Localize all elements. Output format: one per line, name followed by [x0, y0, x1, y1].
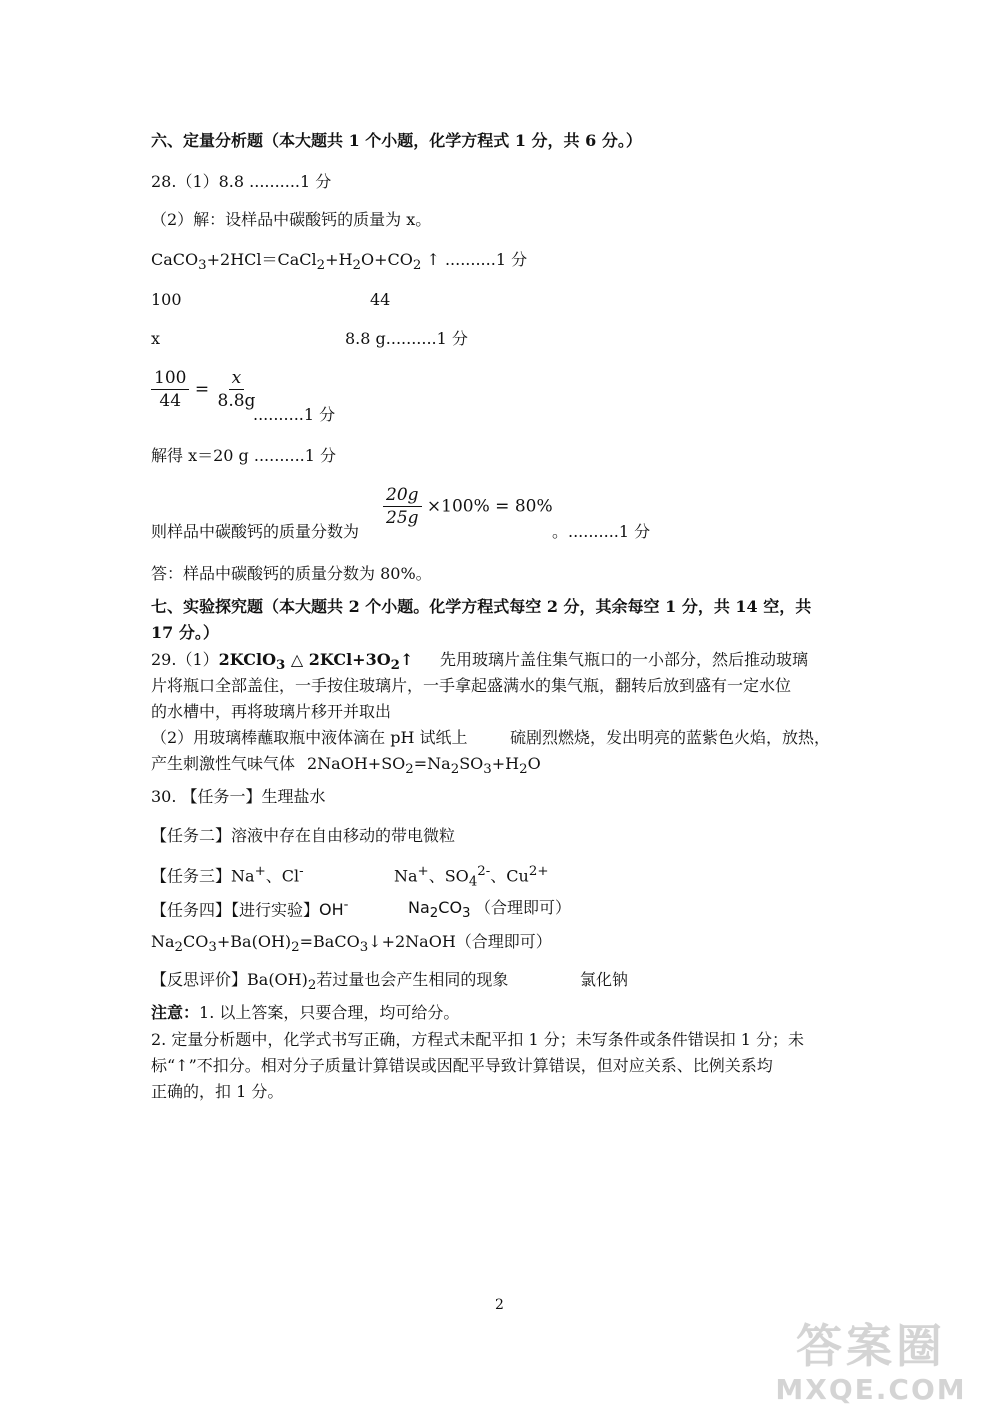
q30-task4: 【任务四】【进行实验】OH-	[151, 898, 349, 920]
watermark-text: 答案圈	[796, 1319, 946, 1373]
page-number: 2	[495, 1297, 504, 1313]
q29-line1: 29.（1）2KClO$_3$ △ $2KCl+3O_2↑$	[151, 650, 414, 674]
q30-task2: 【任务二】溶液中存在自由移动的带电微粒	[151, 826, 456, 845]
watermark-logo	[756, 1318, 986, 1410]
q28-part1: 28.（1）8.8 ..........1 分	[151, 172, 332, 191]
mass-fraction-score: 。..........1 分	[552, 522, 651, 541]
section7-heading: 七、实验探究题（本大题共 2 个小题。化学方程式每空 2 分，其余每空 1 分，共 14 空，共	[151, 597, 812, 616]
note-2: 2. 定量分析题中，化学式书写正确，方程式未配平扣 1 分；未写条件或条件错误扣 1 分；未	[151, 1030, 805, 1049]
q30-reflection: 【反思评价】$Ba(OH)_2$若过量也会产生相同的现象	[151, 970, 509, 994]
q30-reflection-answer: 氯化钠	[580, 970, 629, 989]
q30-task4-reagent: $Na_2CO_3$	[408, 898, 471, 922]
note-1: 注意：1. 以上答案，只要合理，均可给分。	[151, 1003, 460, 1022]
mass-fraction-label: 则样品中碳酸钙的质量分数为	[151, 522, 360, 541]
q30-task1: 30. 【任务一】生理盐水	[151, 787, 326, 806]
q29-line3: 的水槽中，再将玻璃片移开并取出	[151, 702, 392, 721]
fraction-proportion: $\frac{100}{44}$ = $\frac{x}{8.8g}$	[151, 368, 258, 412]
q29-part2-a: （2）用玻璃棒蘸取瓶中液体滴在 pH 试纸上	[151, 728, 468, 747]
q30-task4-note: （合理即可）	[475, 898, 572, 917]
ratio-44: 44	[370, 290, 391, 309]
equation-caco3: $CaCO_3+2HCl=CaCl_2+H_2O+CO_2$ ↑ ..........1 分	[151, 250, 528, 274]
q29-line1-text: 先用玻璃片盖住集气瓶口的一小部分，然后推动玻璃	[440, 650, 809, 669]
q29-part3-a: 产生刺激性气味气体	[151, 754, 296, 773]
note-4: 正确的，扣 1 分。	[151, 1082, 284, 1101]
ratio-8-8g: 8.8 g..........1 分	[345, 329, 468, 348]
solve-x: 解得 x＝20 g ..........1 分	[151, 446, 337, 465]
section6-heading: 六、定量分析题（本大题共 1 个小题，化学方程式 1 分，共 6 分。）	[151, 131, 642, 150]
q28-part2: （2）解：设样品中碳酸钙的质量为 x。	[151, 210, 432, 229]
watermark-url: MXQE.COM	[775, 1373, 967, 1406]
q30-equation: $Na_2CO_3+Ba(OH)_2=BaCO_3↓+2NaOH$（合理即可）	[151, 932, 552, 956]
fraction-score: ..........1 分	[253, 405, 336, 424]
ratio-100: 100	[151, 290, 182, 309]
section7-heading-cont: 17 分。）	[151, 623, 219, 642]
ratio-x: x	[151, 329, 161, 348]
q29-line2: 片将瓶口全部盖住，一手按住玻璃片，一手拿起盛满水的集气瓶，翻转后放到盛有一定水位	[151, 676, 792, 695]
q29-part2-b: 硫剧烈燃烧，发出明亮的蓝紫色火焰，放热，	[510, 728, 831, 747]
note-3: 标“↑”不扣分。相对分子质量计算错误或因配平导致计算错误，但对应关系、比例关系均	[151, 1056, 773, 1075]
q30-task3: 【任务三】Na+、Cl-	[151, 864, 304, 886]
mass-fraction-formula: $\frac{20g}{25g}$ ×100% = 80%	[383, 485, 553, 529]
answer-line: 答：样品中碳酸钙的质量分数为 80%。	[151, 564, 432, 583]
q30-task3-ions: Na+、$SO_4^{2-}$、$Cu^{2+}$	[394, 864, 549, 890]
q29-part3-equation: $2NaOH+SO_2=Na_2SO_3+H_2O$	[307, 754, 541, 778]
